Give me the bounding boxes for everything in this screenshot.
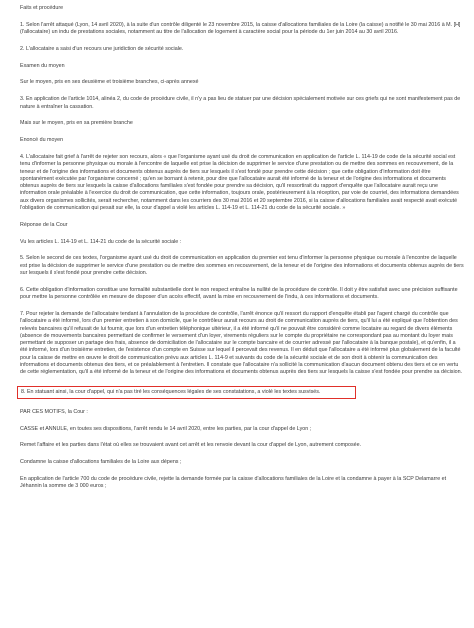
paragraph-7: 7. Pour rejeter la demande de l'allocataire tendant à l'annulation de la procédure de contrôle, l'arrêt énonce qu'il ressort du rapport d'enquête établi par l'agent chargé du contrôle que l'allocataire a été informé, lors d'un premier entretien à son domicile, que le contrôleur aurait recours au droit de communication auprès de tiers, qu'il lui a été expliqué que l'obtention des relevés bancaires qu'il refusait de lui fournir, que lors d'un entretien téléphonique ultérieur, il a été informé qu'il ne pouvait être considéré comme locataire au regard de divers éléments (absence de mouvements bancaires permettant de confirmer le versement d'un loyer, virements réguliers sur le compte du propriétaire ne correspondant pas au montant du loyer mais permettant de supposer un partage des frais, absence de domiciliation de l'allocataire sur le compte bancaire et de courrier adressé par l'allocataire à la banque postale), et qu'enfin, il a été informé, lors d'un troisième entretien, de l'existence d'un compte en Suisse sur lequel il percevait des revenus. Il en déduit que l'allocataire a été informé plus globalement de la faculté pour la caisse de mettre en œuvre le droit de communication prévu aux articles L. 114-9 et suivants du code de la sécurité sociale et de son droit à obtenir la communication des informations et documents obtenus des tiers, et ce préalablement à l'entretien. Il constate que l'allocataire n'a sollicité la communication d'aucun document obtenu des tiers et ce en vertu de cette réglementation, qu'il a été informé de la teneur et de l'origine des informations et documents obtenus auprès des tiers sur lesquels la caisse s'est fondée pour prendre sa décision. bbox=[20, 310, 463, 376]
dispositif-casse: CASSE et ANNULE, en toutes ses dispositions, l'arrêt rendu le 14 avril 2020, entre les parties, par la cour d'appel de Lyon ; bbox=[20, 425, 312, 432]
paragraph-1: 1. Selon l'arrêt attaqué (Lyon, 14 avril 2020), à la suite d'un contrôle diligenté le 23 novembre 2015, la caisse d'allocations familiales de la Loire (la caisse) a notifié le 30 mai 2016 à M. [H] (l'allocataire) un indu de prestations sociales, notamment au titre de l'allocation de logement à caractère social pour la période du 1er juin 2014 au 30 avril 2016. bbox=[20, 21, 462, 36]
section-heading-facts: Faits et procédure bbox=[20, 5, 64, 11]
legal-basis-line: Vu les articles L. 114-19 et L. 114-21 du code de la sécurité sociale : bbox=[20, 238, 182, 245]
paragraph-3: 3. En application de l'article 1014, alinéa 2, du code de procédure civile, il n'y a pas lieu de statuer par une décision spécialement motivée sur ces griefs qui ne sont manifestement pas de nature à entraîner la cassation. bbox=[20, 96, 462, 110]
highlighted-paragraph-8: 8. En statuant ainsi, la cour d'appel, qui n'a pas tiré les conséquences légales de ses constatations, a violé les textes susvisés. bbox=[17, 386, 356, 399]
subheading-branches: Sur le moyen, pris en ses deuxième et troisième branches, ci-après annexé bbox=[20, 79, 199, 86]
dispositif-condamne: Condamne la caisse d'allocations familiales de la Loire aux dépens ; bbox=[20, 459, 182, 466]
section-heading-enonce: Enoncé du moyen bbox=[20, 137, 64, 144]
section-heading-examen: Examen du moyen bbox=[20, 62, 65, 69]
paragraph-5: 5. Selon le second de ces textes, l'organisme ayant usé du droit de communication en application du premier est tenu d'informer la personne physique ou morale à l'encontre de laquelle est prise la décision de supprimer le service d'une prestation ou de mettre des sommes en recouvrement, de la teneur et de l'origine des informations et documents obtenus auprès de tiers sur lesquels il s'est fondé pour prendre cette décision. bbox=[20, 255, 466, 277]
dispositif-remet: Remet l'affaire et les parties dans l'état où elles se trouvaient avant cet arrêt et les renvoie devant la cour d'appel de Lyon, autrement composée. bbox=[20, 442, 362, 449]
paragraph-6: 6. Cette obligation d'information constitue une formalité substantielle dont le non respect entraîne la nullité de la procédure de contrôle. Il doit y être satisfait avec une précision suffisante pour mettre la personne contrôlée en mesure de disposer d'un accès effectif, avant la mise en recouvrement de l'indu, à ces informations et documents. bbox=[20, 286, 460, 301]
dispositif-heading: PAR CES MOTIFS, la Cour : bbox=[20, 408, 88, 415]
dispositif-article-700: En application de l'article 700 du code de procédure civile, rejette la demande formée par la caisse d'allocations familiales de la Loire et la condamne à payer à la SCP Delamarre et Jéhannin la somme de 3 000 euros ; bbox=[20, 476, 448, 490]
subheading-first-branch: Mais sur le moyen, pris en sa première branche bbox=[20, 120, 133, 127]
paragraph-4: 4. L'allocataire fait grief à l'arrêt de rejeter son recours, alors « que l'organisme ayant usé du droit de communication en application de l'article L. 114-19 de code de la sécurité social est tenu d'informer la personne physique ou morale à l'encontre de laquelle est prise la décision de supprimer le service d'une prestation ou de mettre des sommes en recouvrement, de la teneur et de l'origine des informations et documents obtenus auprès de tiers sur lesquels il s'est fondé pour prendre cette décision ; que cette obligation d'information doit être spontanément exécutée par l'organisme concerné ; qu'en se bornant à retenir, pour dire que l'allocataire aurait été informé de la teneur et de l'origine des informations et documents obtenus auprès de tiers sur lesquels la caisse d'allocations familiales s'est fondée pour prendre sa décision, qu'il ressortirait du rapport d'enquête que l'allocataire aurait reçu une information orale préalable à l'exercice du droit de communication, que cette information, toujours orale, postérieurement à la réception, par voie de courriel, des informations demandées aux divers organismes sollicités, serait rechercher, notamment dans les courriers des 30 mai 2016 et 20 septembre 2016, si la caisse d'allocations familiales avait respecté avait exécuté l'obligation de communication qui pesait sur elle, la cour d'appel a violé les articles L. 114-19 et L. 114-21 du code de la sécurité sociale. » bbox=[20, 153, 461, 212]
paragraph-2: 2. L'allocataire a saisi d'un recours une juridiction de sécurité sociale. bbox=[20, 45, 184, 52]
section-heading-reponse: Réponse de la Cour bbox=[20, 221, 68, 228]
